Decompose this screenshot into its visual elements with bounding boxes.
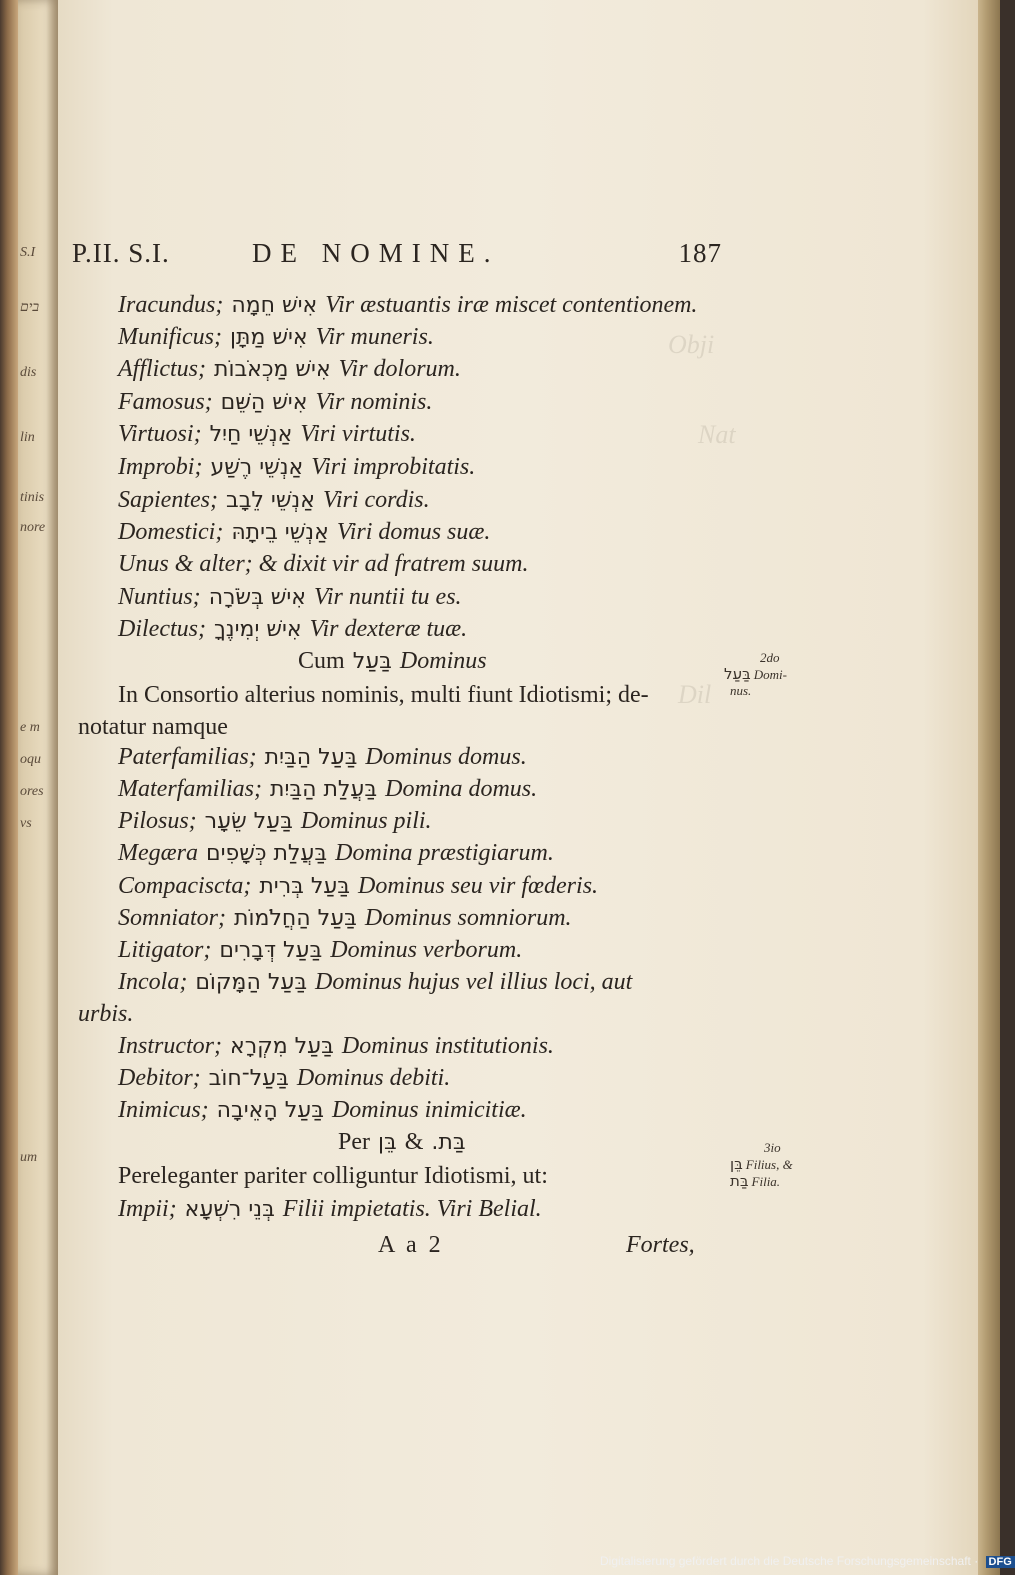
catchword: Fortes, (626, 1232, 695, 1258)
entry-line: Improbi; אַנְשֵׁי רֶשַׁע Viri improbitatis. (118, 454, 476, 480)
show-through-text: Dil (678, 680, 712, 709)
previous-page-edge (18, 0, 58, 1575)
prev-fragment: e m (20, 720, 40, 735)
entry-line: Litigator; בַּעַל דְּבָרִים Dominus verborum. (118, 937, 523, 963)
entry-line: Inimicus; בַּעַל הָאֵיבָה Dominus inimicitiæ. (118, 1097, 527, 1123)
section-heading-per: Per בֵּן & בַּת. (338, 1129, 466, 1155)
entry-line: Munificus; אִישׁ מַתָּן Vir muneris. (118, 324, 434, 350)
show-through-text: Obji (668, 330, 715, 359)
header-title: DE NOMINE. (252, 238, 500, 268)
prev-fragment: dis (20, 365, 37, 380)
prev-fragment: lin (20, 430, 35, 445)
entry-continuation: urbis. (78, 1001, 134, 1027)
prev-fragment: בים (20, 300, 40, 315)
prev-fragment: S.I (20, 245, 36, 260)
show-through-text: Nat (698, 420, 736, 449)
page-stack-edge (978, 0, 1000, 1575)
entry-line: Iracundus; אִישׁ חֵמָה Vir æstuantis iræ miscet contentionem. (118, 292, 698, 318)
prev-fragment: oqu (20, 752, 41, 767)
dfg-logo-icon: DFG (986, 1556, 1015, 1568)
entry-line: Nuntius; אִישׁ בְּשֹׂרָה Vir nuntii tu es. (118, 584, 462, 610)
entry-line: Dilectus; אִישׁ יְמִינֶךָ Vir dexteræ tuæ. (118, 616, 468, 642)
header-part-section: P.II. S.I. (72, 238, 170, 268)
book-spine (0, 0, 18, 1575)
prev-fragment: um (20, 1150, 38, 1165)
paragraph-line: notatur namque (78, 714, 228, 740)
prev-fragment: vs (20, 816, 32, 831)
prev-fragment: ores (20, 784, 44, 799)
margin-note-3io: 3io בֵּן Filius, & בַּת Filia. (730, 1140, 793, 1190)
entry-line: Sapientes; אַנְשֵׁי לֵבָב Viri cordis. (118, 487, 430, 513)
section-heading-cum: Cum בַּעַל Dominus (298, 648, 487, 674)
digitization-credit-text: Digitalisierung gefördert durch die Deutsche Forschungsgemeinschaft · (600, 1554, 979, 1568)
entry-line: Paterfamilias; בַּעַל הַבַּיִת Dominus domus. (118, 744, 527, 770)
entry-line: Incola; בַּעַל הַמָּקוֹם Dominus hujus vel illius loci, aut (118, 969, 633, 995)
entry-line: Debitor; בַּעַל־חוֹב Dominus debiti. (118, 1065, 451, 1091)
signature-mark: A a 2 (378, 1232, 444, 1258)
entry-line: Instructor; בַּעַל מִקְרָא Dominus institutionis. (118, 1033, 554, 1059)
entry-line: Afflictus; אִישׁ מַכְאֹבוֹת Vir dolorum. (118, 356, 461, 382)
prev-fragment: tinis (20, 490, 45, 505)
entry-line: Virtuosi; אַנְשֵׁי חַיִל Viri virtutis. (118, 421, 416, 447)
entry-line: Materfamilias; בַּעֲלַת הַבַּיִת Domina domus. (118, 776, 538, 802)
margin-note-2do: 2do בַּעַל Domi- nus. (724, 650, 787, 698)
entry-line: Domestici; אַנְשֵׁי בֵיתָהּ Viri domus suæ. (118, 519, 491, 545)
book-page (58, 0, 978, 1575)
entry-line: Somniator; בַּעַל הַחֲלֹמוֹת Dominus somniorum. (118, 905, 572, 931)
paragraph-line: In Consortio alterius nominis, multi fiunt Idiotismi; de- (118, 682, 649, 708)
digitization-credit (600, 1554, 1015, 1572)
entry-line: Unus & alter; & dixit vir ad fratrem suum. (118, 551, 529, 577)
paragraph-line: Pereleganter pariter colliguntur Idiotismi, ut: (118, 1163, 548, 1189)
entry-line: Impii; בְּנֵי רִשְׁעָא Filii impietatis. Viri Belial. (118, 1196, 542, 1222)
prev-fragment: nore (20, 520, 46, 535)
entry-line: Megæra בַּעֲלַת כְּשָׁפִים Domina præstigiarum. (118, 840, 554, 866)
entry-line: Famosus; אִישׁ הַשֵּׁם Vir nominis. (118, 389, 433, 415)
entry-line: Compaciscta; בַּעַל בְּרִית Dominus seu vir fœderis. (118, 873, 599, 899)
page-number: 187 (678, 238, 722, 268)
running-header (72, 238, 722, 278)
entry-line: Pilosus; בַּעַל שֵׂעָר Dominus pili. (118, 808, 432, 834)
